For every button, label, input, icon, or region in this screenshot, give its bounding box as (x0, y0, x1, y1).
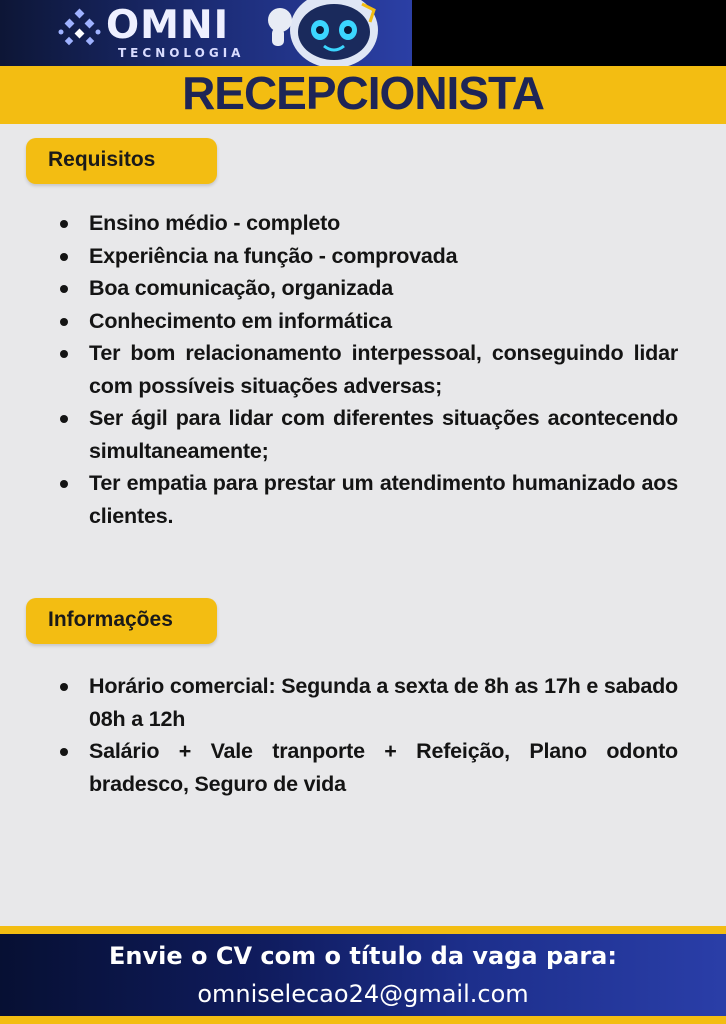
list-item: Salário + Vale tranporte + Refeição, Plano odonto bradesco, Seguro de vida (58, 735, 678, 800)
cv-instruction: Envie o CV com o título da vaga para: (109, 942, 617, 970)
informacoes-heading-pill (26, 598, 217, 644)
requisitos-heading-pill (26, 138, 217, 184)
logo-network-icon (58, 8, 102, 52)
requisitos-list (58, 207, 678, 532)
list-item: Ser ágil para lidar com diferentes situações acontecendo simultaneamente; (58, 402, 678, 467)
list-item: Horário comercial: Segunda a sexta de 8h as 17h e sabado 08h a 12h (58, 670, 678, 735)
page-title: RECEPCIONISTA (182, 67, 544, 119)
company-logo (0, 0, 412, 66)
list-item: Boa comunicação, organizada (58, 272, 678, 305)
informacoes-heading: Informações (48, 608, 173, 631)
list-item: Ensino médio - completo (58, 207, 678, 240)
informacoes-list (58, 670, 678, 800)
footer-top-stripe (0, 926, 726, 934)
robot-mascot-icon (262, 0, 382, 66)
list-item: Ter empatia para prestar um atendimento humanizado aos clientes. (58, 467, 678, 532)
contact-email[interactable]: omniselecao24@gmail.com (197, 980, 529, 1008)
logo-subtitle: TECNOLOGIA (118, 46, 245, 60)
list-item: Ter bom relacionamento interpessoal, conseguindo lidar com possíveis situações adversas; (58, 337, 678, 402)
requisitos-heading: Requisitos (48, 148, 156, 171)
logo-wordmark: OMNI (106, 3, 230, 48)
list-item: Experiência na função - comprovada (58, 240, 678, 273)
list-item: Conhecimento em informática (58, 305, 678, 338)
footer-bottom-stripe (0, 1016, 726, 1024)
